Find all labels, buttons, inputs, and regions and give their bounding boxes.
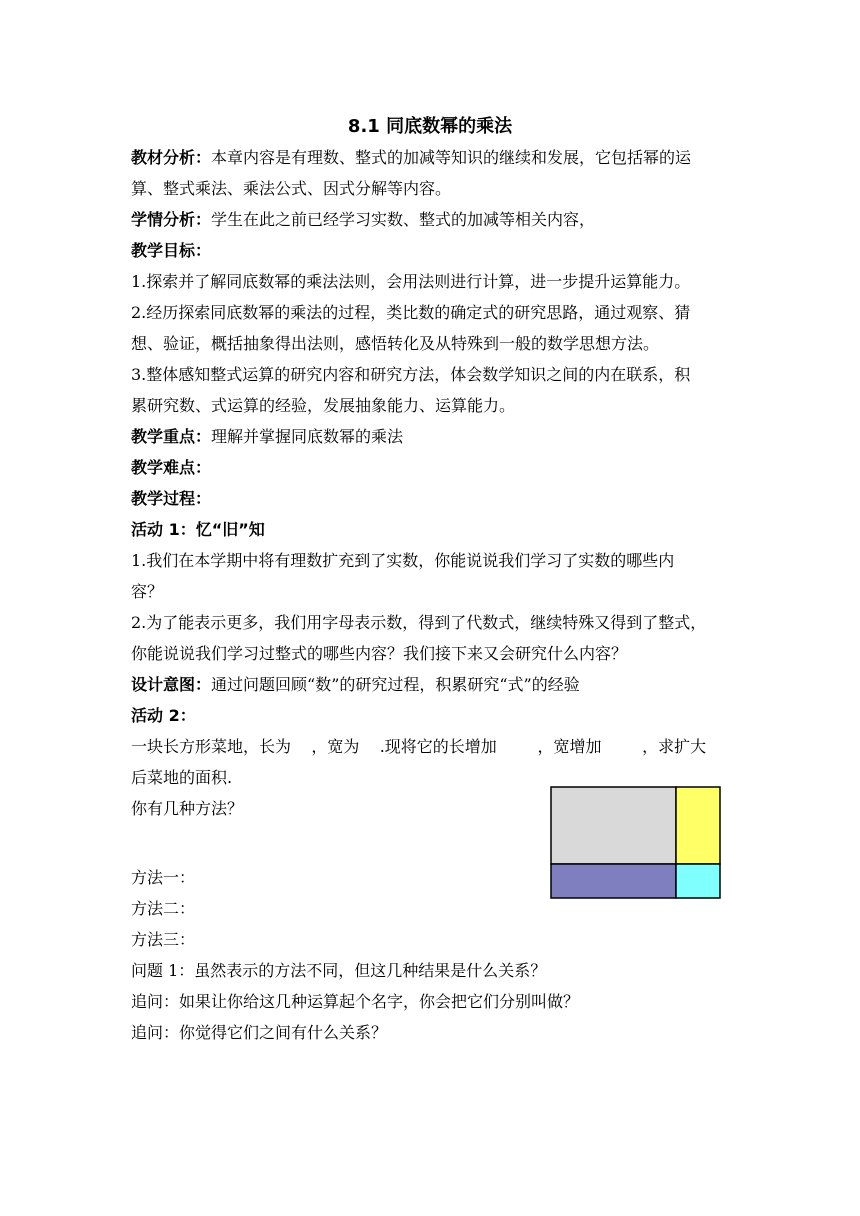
goals-label: 教学目标： xyxy=(131,241,212,260)
corner-extension-rect xyxy=(676,864,720,898)
goal-line: 1.探索并了解同底数幂的乘法法则，会用法则进行计算，进一步提升运算能力。 xyxy=(131,272,691,291)
activity2-line: 后菜地的面积. xyxy=(131,768,233,787)
method-line: 方法一： xyxy=(131,868,196,887)
analysis-label: 教材分析： xyxy=(131,148,212,167)
goal-line: 3.整体感知整式运算的研究内容和研究方法，体会数学知识之间的内在联系，积 xyxy=(131,365,691,384)
activity2-label: 活动 2： xyxy=(131,706,196,725)
question-line: 追问：你觉得它们之间有什么关系？ xyxy=(131,1023,388,1042)
length-extension-rect xyxy=(676,787,720,864)
student-text: 学生在此之前已经学习实数、整式的加减等相关内容， xyxy=(211,210,596,229)
keypoint-label: 教学重点： xyxy=(131,427,212,446)
question-line: 追问：如果让你给这几种运算起个名字，你会把它们分别叫做？ xyxy=(131,992,580,1011)
design-label: 设计意图： xyxy=(131,675,212,694)
width-extension-rect xyxy=(551,864,676,898)
process-label: 教学过程： xyxy=(131,489,212,508)
activity1-label: 活动 1：忆“旧”知 xyxy=(131,520,265,539)
keypoint-text: 理解并掌握同底数幂的乘法 xyxy=(211,427,404,446)
method-line: 方法二： xyxy=(131,899,196,918)
analysis-text-1: 本章内容是有理数、整式的加减等知识的继续和发展，它包括幂的运 xyxy=(211,148,692,167)
activity2-line: 一块长方形菜地，长为 ，宽为 .现将它的长增加 ，宽增加 ，求扩大 xyxy=(131,737,707,756)
goal-line: 累研究数、式运算的经验，发展抽象能力、运算能力。 xyxy=(131,396,516,415)
activity2-line: 你有几种方法？ xyxy=(131,799,244,818)
page-title: 8.1 同底数幂的乘法 xyxy=(347,116,513,137)
difficulty-label: 教学难点： xyxy=(131,458,212,477)
design-text: 通过问题回顾“数”的研究过程，积累研究“式”的经验 xyxy=(211,675,580,694)
original-garden-rect xyxy=(551,787,676,864)
analysis-line-2: 算、整式乘法、乘法公式、因式分解等内容。 xyxy=(131,179,452,198)
activity1-line: 1.我们在本学期中将有理数扩充到了实数，你能说说我们学习了实数的哪些内 xyxy=(131,551,675,570)
method-line: 方法三： xyxy=(131,930,196,949)
activity1-line: 容？ xyxy=(131,582,164,601)
garden-area-figure xyxy=(550,786,721,899)
design-line xyxy=(131,669,731,700)
analysis-line-1 xyxy=(131,142,731,173)
garden-area-diagram xyxy=(550,786,721,899)
student-line xyxy=(131,204,731,235)
goal-line: 想、验证，概括抽象得出法则，感悟转化及从特殊到一般的数学思想方法。 xyxy=(131,334,660,353)
activity1-line: 2.为了能表示更多，我们用字母表示数，得到了代数式，继续特殊又得到了整式， xyxy=(131,613,707,632)
activity1-line: 你能说说我们学习过整式的哪些内容？我们接下来又会研究什么内容？ xyxy=(131,644,628,663)
keypoint-line xyxy=(131,421,731,452)
goal-line: 2.经历探索同底数幂的乘法的过程，类比数的确定式的研究思路，通过观察、猜 xyxy=(131,303,691,322)
student-label: 学情分析： xyxy=(131,210,212,229)
question-line: 问题 1：虽然表示的方法不同，但这几种结果是什么关系？ xyxy=(131,961,547,980)
document-body xyxy=(131,142,731,1048)
